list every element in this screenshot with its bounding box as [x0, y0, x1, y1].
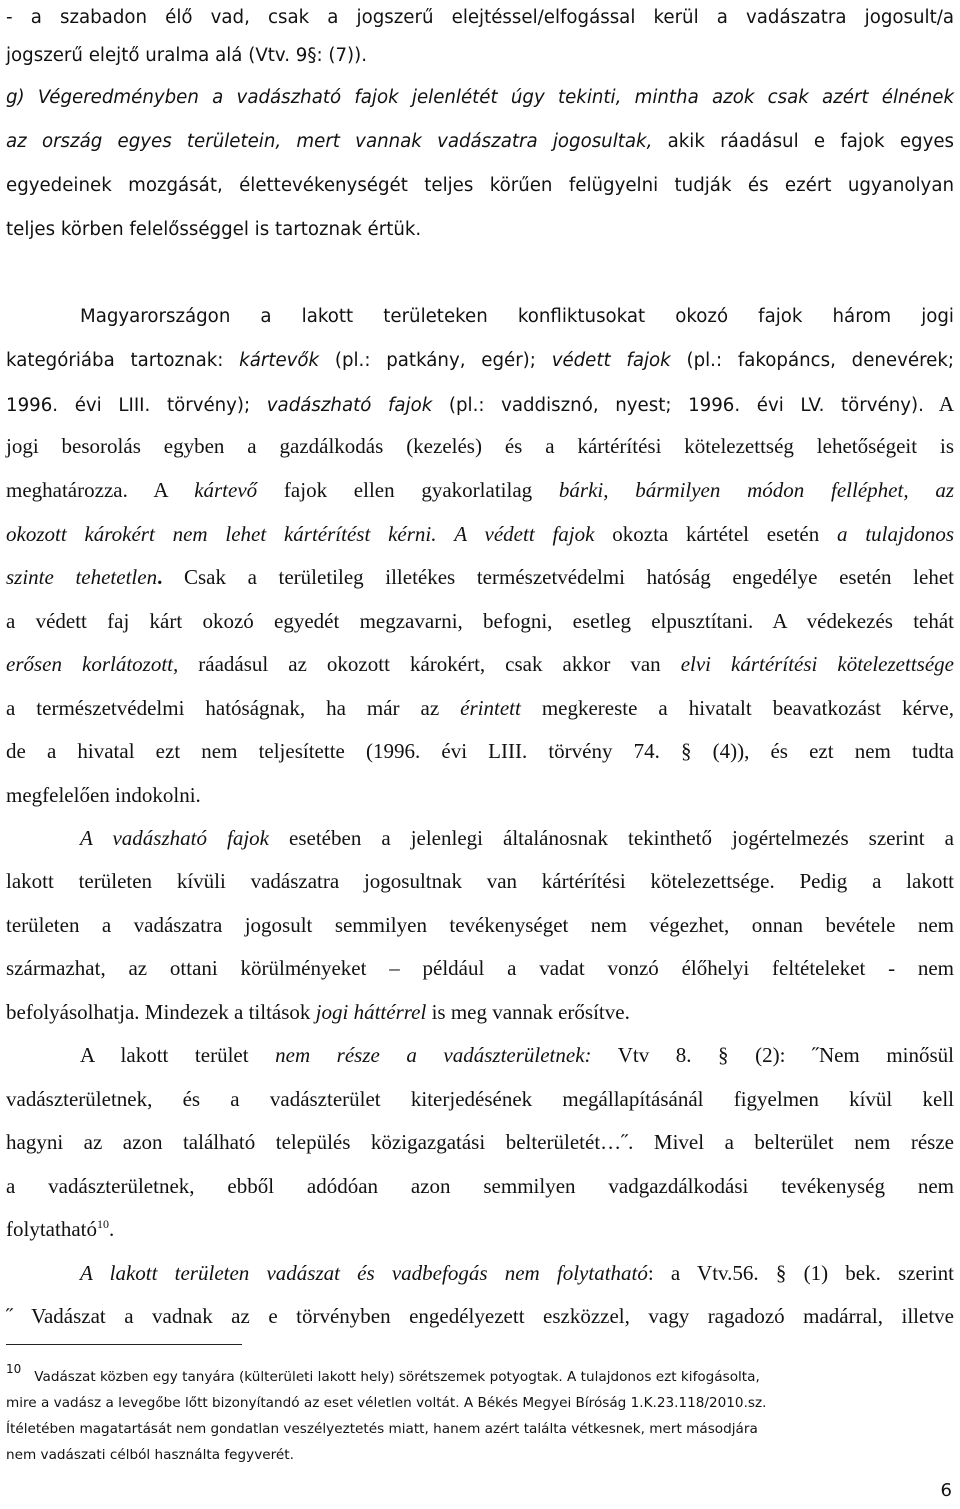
text-line: vadászterületnek, és a vadászterület kiterjedésének megállapításánál figyelmen kívül kell	[6, 1087, 954, 1111]
text-line: szinte tehetetlen. Csak a területileg illetékes természetvédelmi hatóság engedélye esetén lehet	[6, 565, 954, 589]
text-line: területen a vadászatra jogosult semmilyen tevékenységet nem végezhet, onnan bevétele nem	[6, 913, 954, 937]
text-line: lakott területen kívüli vadászatra jogosultnak van kártérítési kötelezettsége. Pedig a lakott	[6, 869, 954, 893]
text-line: származhat, az ottani körülményeket – például a vadat vonzó élőhelyi feltételeket - nem	[6, 956, 954, 980]
text-line: okozott károkért nem lehet kártérítést kérni. A védett fajok okozta kártétel esetén a tulajdonos	[6, 522, 954, 546]
text-line: kategóriába tartoznak: kártevők (pl.: patkány, egér); védett fajok (pl.: fakopáncs, denevérek;	[6, 350, 954, 371]
text-line: 1996. évi LIII. törvény); vadászható fajok (pl.: vaddisznó, nyest; 1996. évi LV. törvény). A	[6, 392, 955, 416]
text-line: egyedeinek mozgását, élettevékenységét teljes körűen felügyelni tudják és ezért ugyanolyan	[6, 175, 954, 196]
text-line: - a szabadon élő vad, csak a jogszerű elejtéssel/elfogással kerül a vadászatra jogosult/a	[6, 7, 954, 28]
text-line: g) Végeredményben a vadászható fajok jelenlétét úgy tekinti, mintha azok csak azért élnének	[6, 87, 954, 108]
footnote-separator	[6, 1344, 242, 1345]
text-line: A lakott terület nem része a vadászterületnek: Vtv 8. § (2): ˝Nem minősül	[80, 1043, 954, 1067]
text-line: jogszerű elejtő uralma alá (Vtv. 9§: (7)).	[6, 45, 368, 66]
page-number: 6	[940, 1480, 952, 1501]
footnote-line: mire a vadász a levegőbe lőtt bizonyítandó az eset véletlen voltát. A Békés Megyei Bíróság 1.K.23.118/2010.sz.	[6, 1395, 767, 1411]
text-line: A vadászható fajok esetében a jelenlegi általánosnak tekinthető jogértelmezés szerint a	[80, 826, 954, 850]
text-line: erősen korlátozott, ráadásul az okozott károkért, csak akkor van elvi kártérítési kötelezettsége	[6, 652, 954, 676]
footnote-mark: 10	[6, 1362, 22, 1376]
text-line: ˝ Vadászat a vadnak az e törvényben engedélyezett eszközzel, vagy ragadozó madárral, illetve	[6, 1304, 954, 1328]
text-line: Magyarországon a lakott területeken konfliktusokat okozó fajok három jogi	[80, 306, 954, 327]
text-line: a védett faj kárt okozó egyedét megzavarni, befogni, esetleg elpusztítani. A védekezés tehát	[6, 609, 954, 633]
text-line: a vadászterületnek, ebből adódóan azon semmilyen vadgazdálkodási tevékenység nem	[6, 1174, 954, 1198]
text-line: teljes körben felelősséggel is tartoznak értük.	[6, 219, 422, 240]
footnote-line: Ítéletében magatartását nem gondatlan veszélyeztetés miatt, hanem azért találta vétkesnek, mert másodjára	[6, 1421, 758, 1437]
footnote-line: $^{10}$ Vadászat közben egy tanyára (külterületi lakott hely) sörétszemek potyogtak. A tulajdonos ezt kifogásolta,	[6, 1362, 760, 1385]
text-line: A lakott területen vadászat és vadbefogás nem folytatható: a Vtv.56. § (1) bek. szerint	[80, 1261, 954, 1285]
text-line: meghatározza. A kártevő fajok ellen gyakorlatilag bárki, bármilyen módon felléphet, az	[6, 478, 954, 502]
text-line: jogi besorolás egyben a gazdálkodás (kezelés) és a kártérítési kötelezettség lehetőségeit is	[6, 434, 954, 458]
text-line: befolyásolhatja. Mindezek a tiltások jogi háttérrel is meg vannak erősítve.	[6, 1000, 630, 1024]
text-line: de a hivatal ezt nem teljesítette (1996. évi LIII. törvény 74. § (4)), és ezt nem tudta	[6, 739, 954, 763]
footnote-ref[interactable]: 10	[96, 1217, 109, 1231]
text-line: a természetvédelmi hatóságnak, ha már az érintett megkereste a hivatalt beavatkozást kérve,	[6, 696, 955, 720]
text-line: folytatható$^{10}$.	[6, 1217, 115, 1241]
footnote-line: nem vadászati célból használta fegyverét.	[6, 1447, 294, 1463]
text-line: megfelelően indokolni.	[6, 783, 201, 807]
text-line: az ország egyes területein, mert vannak vadászatra jogosultak, akik ráadásul e fajok egyes	[6, 131, 954, 152]
text-line: hagyni az azon található település közigazgatási belterületét…˝. Mivel a belterület nem része	[6, 1130, 954, 1154]
